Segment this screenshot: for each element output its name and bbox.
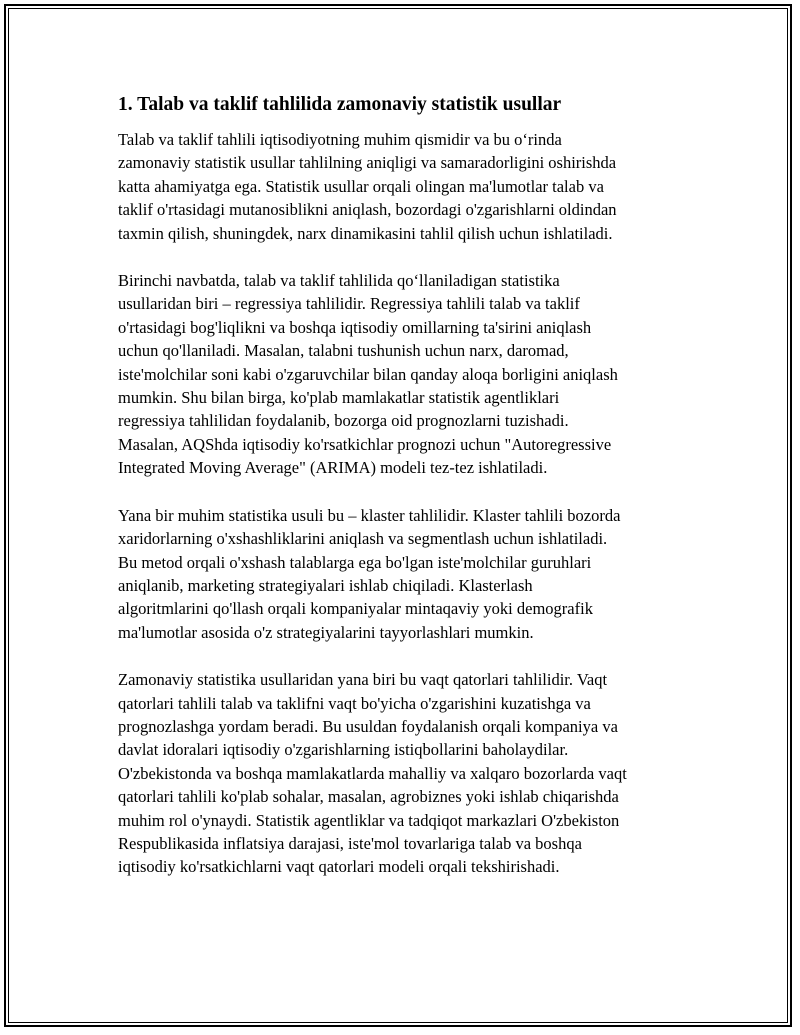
text-line: iqtisodiy ko'rsatkichlarni vaqt qatorlari modeli orqali tekshirishadi.	[118, 857, 560, 877]
text-line: davlat idoralari iqtisodiy o'zgarishlarning istiqbollarini baholaydilar.	[118, 740, 569, 760]
text-line: qatorlari tahlili talab va taklifni vaqt bo'yicha o'zgarishini kuzatishga va	[118, 693, 591, 713]
text-line: Bu metod orqali o'xshash talablarga ega bo'lgan iste'molchilar guruhlari	[118, 552, 592, 572]
section-heading: 1. Talab va taklif tahlilida zamonaviy statistik usullar	[118, 94, 562, 115]
text-line: algoritmlarini qo'llash orqali kompaniyalar mintaqaviy yoki demografik	[118, 599, 593, 619]
paragraph-time-series	[118, 668, 688, 879]
text-line: O'zbekistonda va boshqa mamlakatlarda mahalliy va xalqaro bozorlarda vaqt	[118, 763, 627, 783]
text-line: aniqlanib, marketing strategiyalari ishlab chiqiladi. Klasterlash	[118, 575, 533, 595]
text-line: usullaridan biri – regressiya tahlilidir. Regressiya tahlili talab va taklif	[118, 294, 580, 314]
text-line: qatorlari tahlili ko'plab sohalar, masalan, agrobiznes yoki ishlab chiqarishda	[118, 787, 619, 807]
text-line: muhim rol o'ynaydi. Statistik agentliklar va tadqiqot markazlari O'zbekiston	[118, 810, 620, 830]
text-line: regressiya tahlilidan foydalanib, bozorga oid prognozlarni tuzishadi.	[118, 411, 569, 431]
text-line: Zamonaviy statistika usullaridan yana biri bu vaqt qatorlari tahlilidir. Vaqt	[118, 670, 608, 690]
text-line: Integrated Moving Average" (ARIMA) modeli tez-tez ishlatiladi.	[118, 458, 548, 478]
text-line: xaridorlarning o'xshashliklarini aniqlash va segmentlash uchun ishlatiladi.	[118, 529, 608, 549]
text-line: katta ahamiyatga ega. Statistik usullar orqali olingan ma'lumotlar talab va	[118, 176, 604, 196]
document-body	[118, 92, 688, 903]
text-line: taklif o'rtasidagi mutanosiblikni aniqlash, bozordagi o'zgarishlarni oldindan	[118, 200, 617, 220]
text-line: Talab va taklif tahlili iqtisodiyotning muhim qismidir va bu o‘rinda	[118, 130, 562, 149]
text-line: Respublikasida inflatsiya darajasi, iste'mol tovarlariga talab va boshqa	[118, 833, 582, 853]
paragraph-cluster	[118, 504, 688, 644]
paragraph-intro	[118, 128, 688, 245]
text-line: mumkin. Shu bilan birga, ko'plab mamlakatlar statistik agentliklari	[118, 388, 560, 408]
text-line: prognozlashga yordam beradi. Bu usuldan foydalanish orqali kompaniya va	[118, 716, 618, 736]
paragraph-regression	[118, 269, 688, 480]
text-line: Yana bir muhim statistika usuli bu – klaster tahlilidir. Klaster tahlili bozorda	[118, 505, 621, 525]
text-line: Birinchi navbatda, talab va taklif tahlilida qo‘llaniladigan statistika	[118, 271, 560, 291]
text-line: zamonaviy statistik usullar tahlilning aniqligi va samaradorligini oshirishda	[118, 153, 617, 173]
text-line: iste'molchilar soni kabi o'zgaruvchilar bilan qanday aloqa borligini aniqlash	[118, 364, 618, 384]
text-line: Masalan, AQShda iqtisodiy ko'rsatkichlar prognozi uchun "Autoregressive	[118, 434, 612, 454]
text-line: o'rtasidagi bog'liqlikni va boshqa iqtisodiy omillarning ta'sirini aniqlash	[118, 317, 592, 337]
text-line: ma'lumotlar asosida o'z strategiyalarini tayyorlashlari mumkin.	[118, 622, 534, 642]
text-line: taxmin qilish, shuningdek, narx dinamikasini tahlil qilish uchun ishlatiladi.	[118, 223, 613, 243]
text-line: uchun qo'llaniladi. Masalan, talabni tushunish uchun narx, daromad,	[118, 341, 569, 361]
